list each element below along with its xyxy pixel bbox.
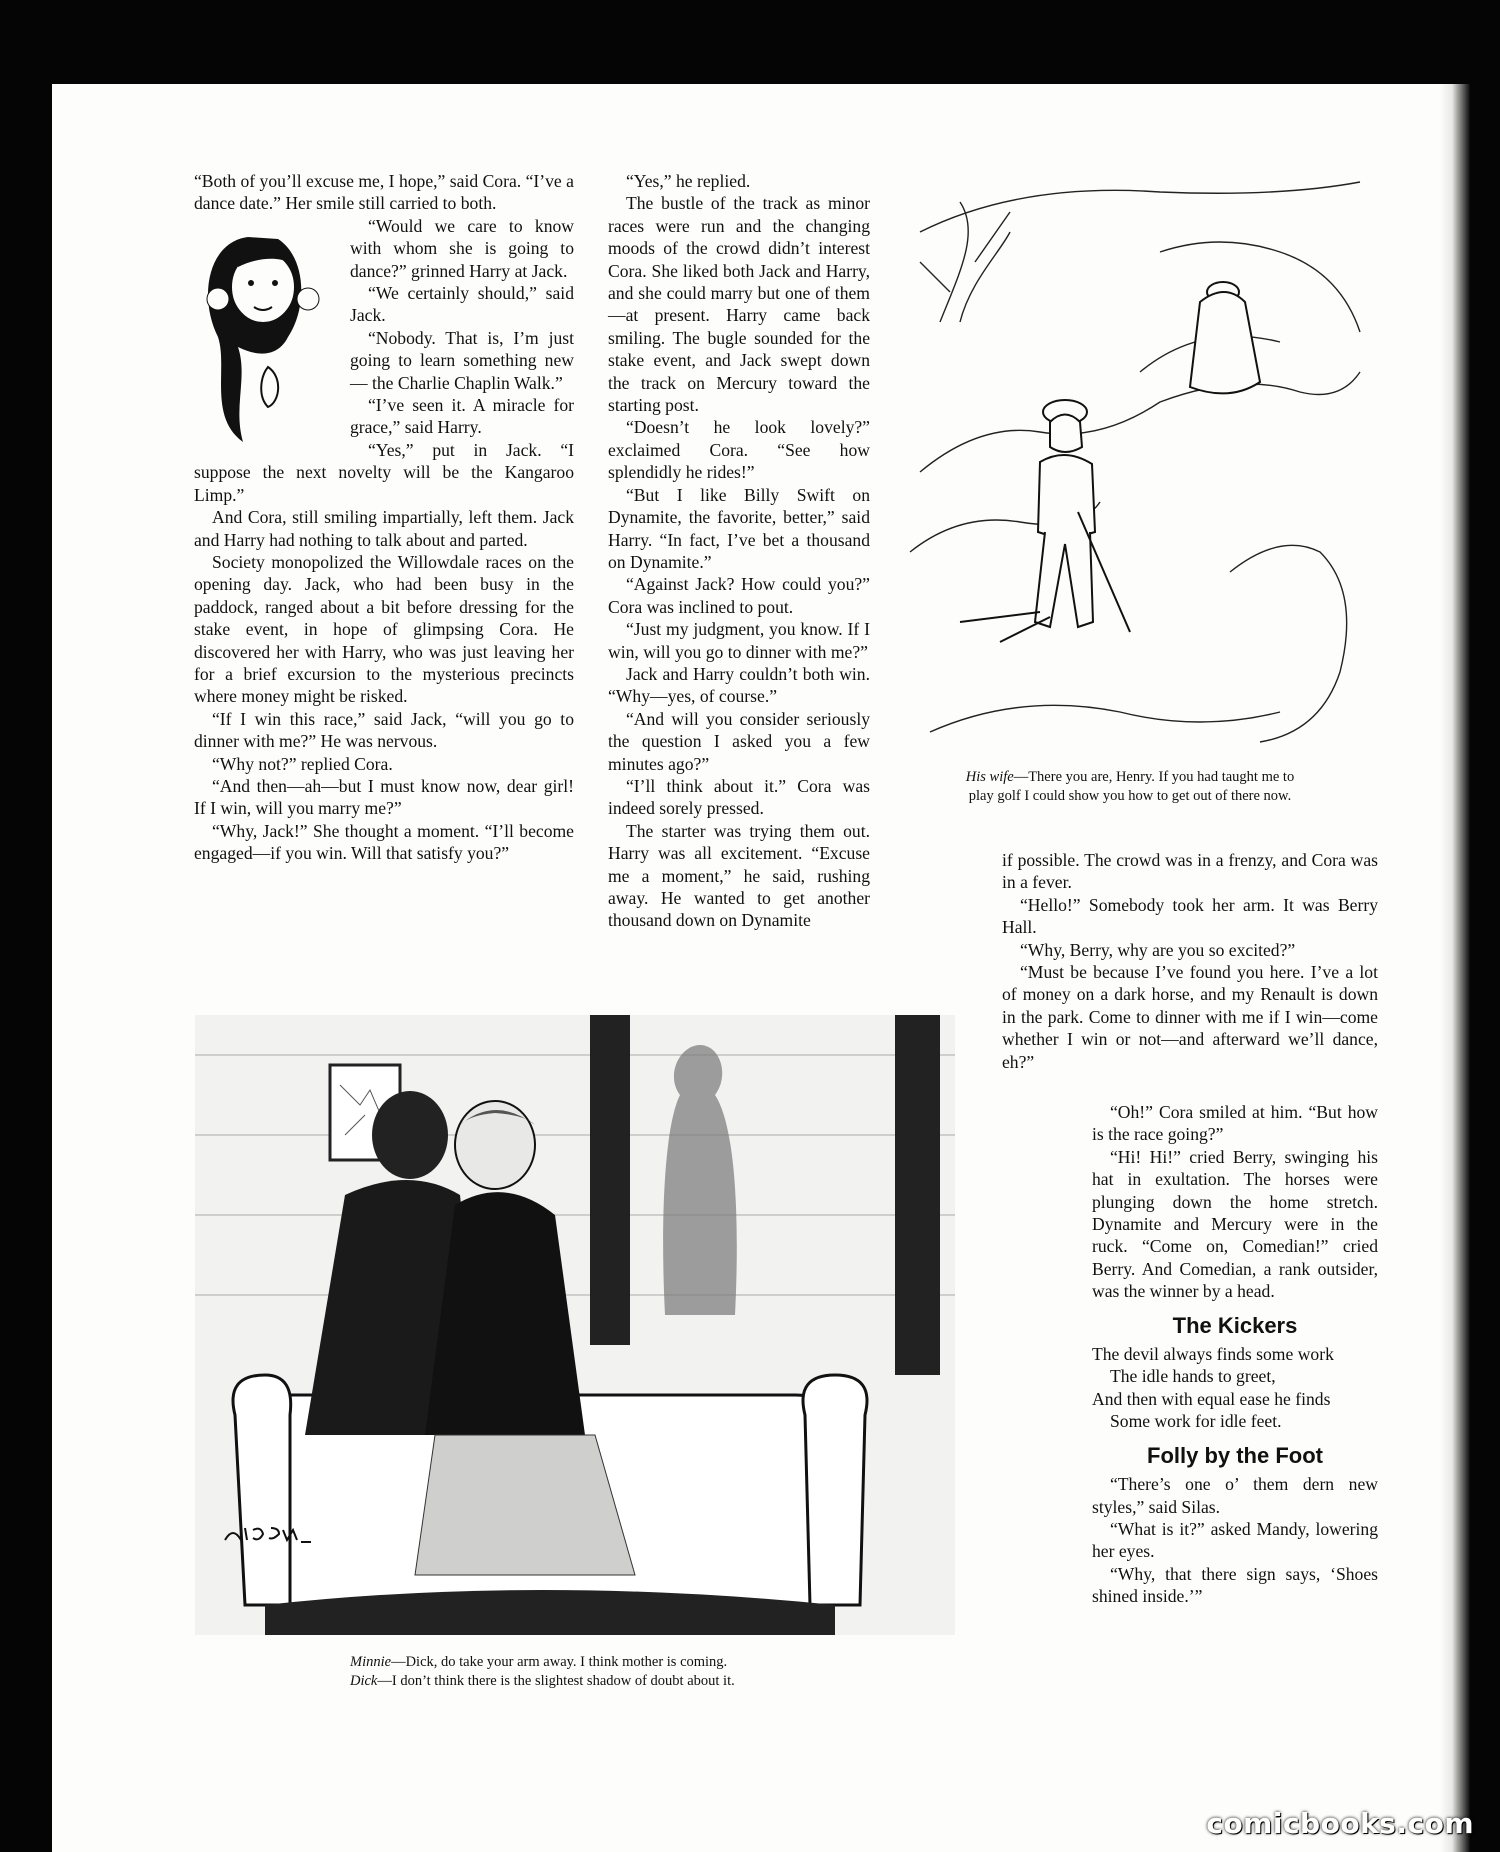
story-column-1 — [194, 170, 574, 865]
kickers-title: The Kickers — [1172, 1312, 1298, 1338]
paragraph: The bustle of the track as minor races were run and the changing moods of the crowd didn’t interest Cora. She liked both Jack and Harry, and she could marry but one of them —at present. Harry came back smiling. The bugle sounded for the stake event, and Jack swept down the track on Mercury toward the starting post. — [608, 193, 870, 416]
paragraph: “What is it?” asked Mandy, lowering her eyes. — [1092, 1518, 1378, 1562]
golf-bunker-illustration — [900, 172, 1370, 752]
paragraph: “I’ve seen it. A miracle for grace,” said Harry. — [350, 395, 574, 438]
caption-text: —Dick, do take your arm away. I think mother is coming. — [391, 1654, 728, 1670]
poem-line: And then with equal ease he finds — [1092, 1388, 1331, 1409]
paragraph: “Yes,” he replied. — [626, 171, 751, 191]
paragraph: “Hi! Hi!” cried Berry, swinging his hat in exultation. The horses were plunging down the home stretch. Dynamite and Mercury were in the ruck. “Come on, Comedian!” cried Berry. And Comedian, a rank outsider, was the winner by a head. — [1092, 1146, 1378, 1302]
cora-portrait-illustration — [188, 217, 338, 447]
paragraph: “Would we care to know with whom she is going to dance?” grinned Harry at Jack. — [350, 215, 574, 281]
folly-title: Folly by the Foot — [1147, 1442, 1323, 1468]
caption-speaker: Dick — [350, 1673, 378, 1689]
kickers-poem — [1092, 1343, 1378, 1433]
poem-line: Some work for idle feet. — [1110, 1411, 1282, 1432]
golf-scene-icon — [900, 172, 1370, 752]
paragraph: Society monopolized the Willowdale races on the opening day. Jack, who had been busy in the paddock, ranged about a bit before dressing for the stake event, in hope of glimpsing Cora. He discovered her with Harry, who was just leaving her for a brief excursion to the mysterious precincts where money might be risked. — [194, 551, 574, 707]
paragraph: “But I like Billy Swift on Dynamite, the favorite, better,” said Harry. “In fact, I’ve bet a thousand on Dynamite.” — [608, 484, 870, 572]
paragraph: “Doesn’t he look lovely?” exclaimed Cora. “See how splendidly he rides!” — [608, 417, 870, 483]
golf-caption — [880, 768, 1380, 806]
paragraph: “Just my judgment, you know. If I win, will you go to dinner with me?” — [608, 619, 870, 662]
paragraph: “Hello!” Somebody took her arm. It was Berry Hall. — [1002, 894, 1378, 938]
signature-icon — [223, 1522, 313, 1546]
paragraph: “And will you consider seriously the question I asked you a few minutes ago?” — [608, 708, 870, 774]
paragraph: “Why, Berry, why are you so excited?” — [1020, 939, 1296, 960]
paragraph: “Both of you’ll excuse me, I hope,” said Cora. “I’ve a dance date.” Her smile still carried to both. — [194, 171, 574, 214]
paragraph: “Oh!” Cora smiled at him. “But how is the race going?” — [1092, 1102, 1378, 1145]
paragraph: “If I win this race,” said Jack, “will you go to dinner with me?” He was nervous. — [194, 708, 574, 752]
paragraph: “I’ll think about it.” Cora was indeed sorely pressed. — [608, 775, 870, 819]
paragraph: “Must be because I’ve found you here. I’ve a lot of money on a dark horse, and my Renault is down in the park. Come to dinner with me if I win—come whether I win or not—and afterward we’ll dance, eh?” — [1002, 962, 1378, 1072]
paragraph: “There’s one o’ them dern new styles,” said Silas. — [1092, 1474, 1378, 1517]
paragraph: “Why, that there sign says, ‘Shoes shined inside.’” — [1092, 1563, 1378, 1607]
paragraph: “Yes,” put in Jack. “I suppose the next novelty will be the Kangaroo Limp.” — [194, 439, 574, 505]
caption-text: —I don’t think there is the slightest shadow of doubt about it. — [377, 1673, 735, 1689]
paragraph: if possible. The crowd was in a frenzy, and Cora was in a fever. — [1002, 850, 1378, 893]
caption-speaker: Minnie — [350, 1654, 392, 1670]
caption-text: play golf I could show you how to get out of there now. — [968, 788, 1292, 804]
paragraph: “Why, Jack!” She thought a moment. “I’ll become engaged—if you win. Will that satisfy you?” — [194, 820, 574, 864]
paragraph: “Nobody. That is, I’m just going to learn something new — the Charlie Chaplin Walk.” — [350, 327, 574, 393]
paragraph: Jack and Harry couldn’t both win. “Why—yes, of course.” — [608, 663, 870, 707]
paragraph: And Cora, still smiling impartially, left them. Jack and Harry had nothing to talk about and parted. — [194, 507, 574, 550]
poem-line: The devil always finds some work — [1092, 1344, 1334, 1365]
cora-portrait-icon — [188, 217, 338, 447]
story-column-3 — [1002, 849, 1378, 1073]
page-edge — [1440, 84, 1470, 1852]
story-column-3-narrow — [1092, 1101, 1378, 1608]
paragraph: “And then—ah—but I must know now, dear girl! If I win, will you marry me?” — [194, 775, 574, 819]
watermark: comicbooks.com — [1206, 1807, 1474, 1840]
poem-line: The idle hands to greet, — [1110, 1366, 1276, 1387]
paragraph: “Why not?” replied Cora. — [212, 753, 393, 774]
artist-signature — [223, 1522, 313, 1546]
sofa-caption — [310, 1653, 950, 1691]
paragraph: “Against Jack? How could you?” Cora was inclined to pout. — [608, 574, 870, 617]
paragraph: The starter was trying them out. Harry was all excitement. “Excuse me a moment,” he said, rushing away. He wanted to get another thousand down on Dynamite — [608, 820, 870, 931]
paragraph: “We certainly should,” said Jack. — [350, 283, 574, 326]
story-column-2 — [608, 170, 870, 932]
caption-speaker: His wife — [965, 769, 1014, 785]
caption-text: —There you are, Henry. If you had taught me to — [1013, 769, 1295, 785]
